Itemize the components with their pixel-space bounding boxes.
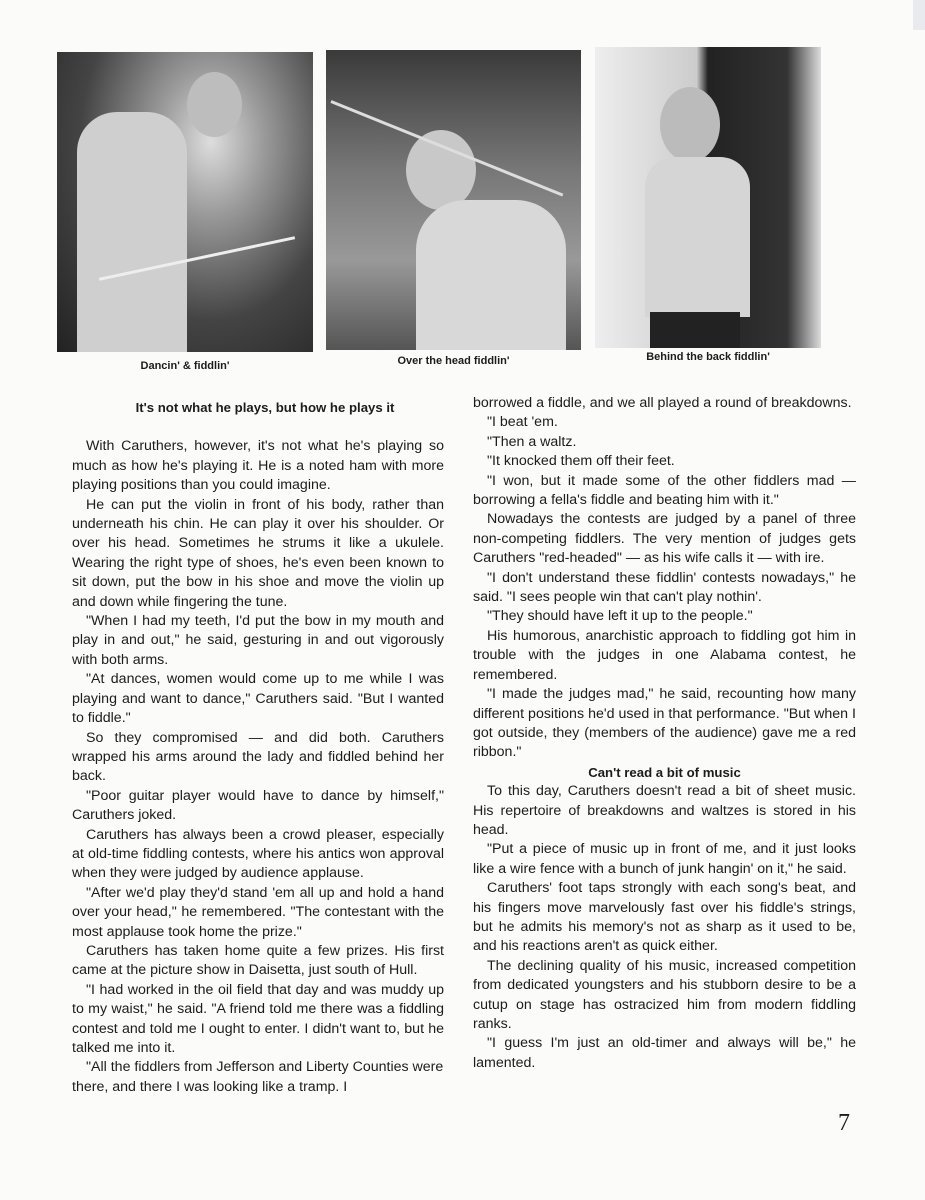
paragraph: Caruthers has taken home quite a few prizes. His first came at the picture show in Daisetta, just south of Hull.: [72, 942, 444, 979]
paragraph: "When I had my teeth, I'd put the bow in my mouth and play in and out," he said, gesturing in and out vigorously with both arms.: [72, 613, 444, 668]
paragraph: With Caruthers, however, it's not what he's playing so much as how he's playing it. He is a noted ham with more playing positions than you could imagine.: [72, 438, 444, 494]
paragraph: "All the fiddlers from Jefferson and Liberty Counties were there, and there I was looking like a tramp. I: [72, 1059, 444, 1095]
paragraph: "Put a piece of music up in front of me, and it just looks like a wire fence with a bunch of junk hangin' on it," he said.: [473, 841, 856, 877]
photo-caption: Behind the back fiddlin': [646, 351, 770, 363]
scan-edge: [913, 0, 925, 30]
paragraph: Caruthers has always been a crowd pleaser, especially at old-time fiddling contests, where his antics won approval when they were judged by audience applause.: [72, 826, 444, 882]
paragraph: borrowed a fiddle, and we all played a round of breakdowns.: [473, 395, 852, 411]
paragraph: His humorous, anarchistic approach to fiddling got him in trouble with the judges in one Alabama contest, he remembered.: [473, 627, 856, 683]
paragraph: "I had worked in the oil field that day and was muddy up to my waist," he said. "A friend told me there was a fiddling contest and told me I ought to enter. I didn't want to, but he talked me into it.: [72, 981, 444, 1056]
photo-caption: Over the head fiddlin': [397, 355, 510, 367]
paragraph: "Poor guitar player would have to dance by himself," Caruthers joked.: [72, 787, 444, 824]
photo-caption: Dancin' & fiddlin': [140, 360, 230, 372]
photo-dancin-fiddlin: [57, 52, 313, 352]
paragraph: Caruthers' foot taps strongly with each song's beat, and his fingers move marvelously fast over his fiddle's strings, but he admits his memory's not as sharp as it used to be, and his reactions aren't as quick either.: [473, 880, 856, 955]
paragraph: The declining quality of his music, increased competition from dedicated youngsters and his stubborn desire to be a cutup on stage has ostracized him from modern fiddling ranks.: [473, 957, 856, 1032]
right-column: [473, 394, 856, 1073]
page-number: 7: [838, 1110, 850, 1136]
photo-behind-back-fiddlin: [595, 47, 821, 348]
paragraph: "I don't understand these fiddlin' contests nowadays," he said. "I sees people win that can't play nothin'.: [473, 569, 856, 606]
paragraph: "I made the judges mad," he said, recounting how many different positions he'd used in that performance. "But when I got outside, they (members of the audience) gave me a red ribbon.": [473, 686, 856, 761]
paragraph: "I beat 'em.: [487, 414, 558, 431]
section-subheading: Can't read a bit of music: [588, 764, 741, 780]
paragraph: He can put the violin in front of his body, rather than underneath his chin. He can play it over his shoulder. Or over his head. Sometimes he strums it like a ukulele. Wearing the right type of shoes, he's even been known to sit down, put the bow in his shoe and move the violin up and down while fingering the tune.: [72, 496, 444, 610]
paragraph: "At dances, women would come up to me while I was playing and want to dance," Caruthers said. "But I wanted to fiddle.": [72, 671, 444, 727]
paragraph: "They should have left it up to the people.": [487, 608, 753, 625]
paragraph: "Then a waltz.: [487, 433, 577, 450]
paragraph: Nowadays the contests are judged by a panel of three non-competing fiddlers. The very mention of judges gets Caruthers "red-headed" — as his wife calls it — with ire.: [473, 511, 856, 567]
left-column: [72, 398, 444, 1097]
paragraph: "I won, but it made some of the other fiddlers mad — borrowing a fella's fiddle and beating him with it.": [473, 472, 856, 509]
paragraph: "After we'd play they'd stand 'em all up and hold a hand over your head," he remembered. "The contestant with the most applause took home the prize.": [72, 884, 444, 940]
section-heading: It's not what he plays, but how he plays it: [135, 400, 395, 415]
paragraph: "I guess I'm just an old-timer and always will be," he lamented.: [473, 1035, 856, 1071]
paragraph: "It knocked them off their feet.: [487, 453, 675, 470]
paragraph: To this day, Caruthers doesn't read a bit of sheet music. His repertoire of breakdowns and waltzes is stored in his head.: [473, 783, 856, 838]
paragraph: So they compromised — and did both. Caruthers wrapped his arms around the lady and fiddled behind her back.: [72, 729, 444, 785]
photo-over-head-fiddlin: [326, 50, 581, 350]
